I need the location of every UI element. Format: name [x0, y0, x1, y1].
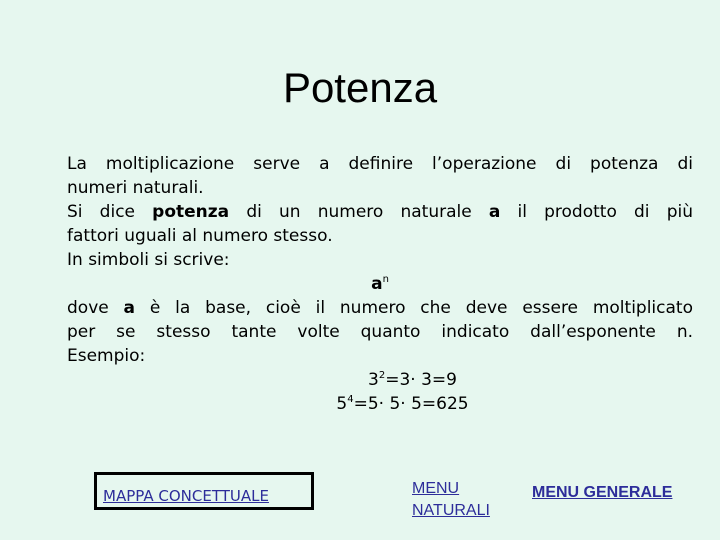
def-term-potenza: potenza: [152, 202, 230, 222]
expl-text-c: è la base, cioè il numero che deve essere moltiplicato: [135, 298, 693, 318]
example-2-exponent: 4: [347, 394, 354, 405]
page-title: Potenza: [282, 64, 438, 111]
expl-term-a: a: [123, 298, 136, 318]
example-equation-2: [67, 392, 693, 416]
definition-line-1: [67, 200, 693, 224]
explanation-line-1: [67, 296, 693, 320]
def-text-a: Si dice: [67, 202, 153, 222]
example-label: Esempio:: [67, 346, 146, 366]
example-2-rest: =5· 5· 5=625: [353, 394, 469, 414]
menu-naturali-line-1: MENU: [412, 480, 460, 497]
formula-exponent: n: [382, 274, 389, 285]
definition-line-2: fattori uguali al numero stesso.: [67, 226, 333, 246]
example-1-rest: =3· 3=9: [385, 370, 457, 390]
menu-naturali-link[interactable]: [412, 478, 512, 522]
formula-base: a: [371, 274, 383, 294]
power-formula: [67, 272, 693, 296]
intro-line-1: La moltiplicazione serve a definire l’operazione di potenza di: [67, 154, 693, 174]
example-1-base: 3: [368, 370, 379, 390]
symbols-label: In simboli si scrive:: [67, 250, 230, 270]
def-text-c: di un numero naturale: [229, 202, 489, 222]
expl-text-a: dove: [67, 298, 124, 318]
def-text-e: il prodotto di più: [500, 202, 693, 222]
example-1-exponent: 2: [378, 370, 386, 381]
explanation-line-2: per se stesso tante volte quanto indicato dall’esponente n.: [67, 322, 693, 342]
example-2-base: 5: [336, 394, 348, 414]
menu-naturali-line-2: NATURALI: [412, 502, 490, 519]
menu-generale-link[interactable]: MENU GENERALE: [532, 484, 673, 501]
example-equation-1: [67, 368, 693, 392]
def-term-a: a: [488, 202, 501, 222]
content-body: [67, 152, 693, 416]
mappa-concettuale-button[interactable]: MAPPA CONCETTUALE: [94, 472, 314, 510]
intro-line-2: numeri naturali.: [67, 178, 204, 198]
